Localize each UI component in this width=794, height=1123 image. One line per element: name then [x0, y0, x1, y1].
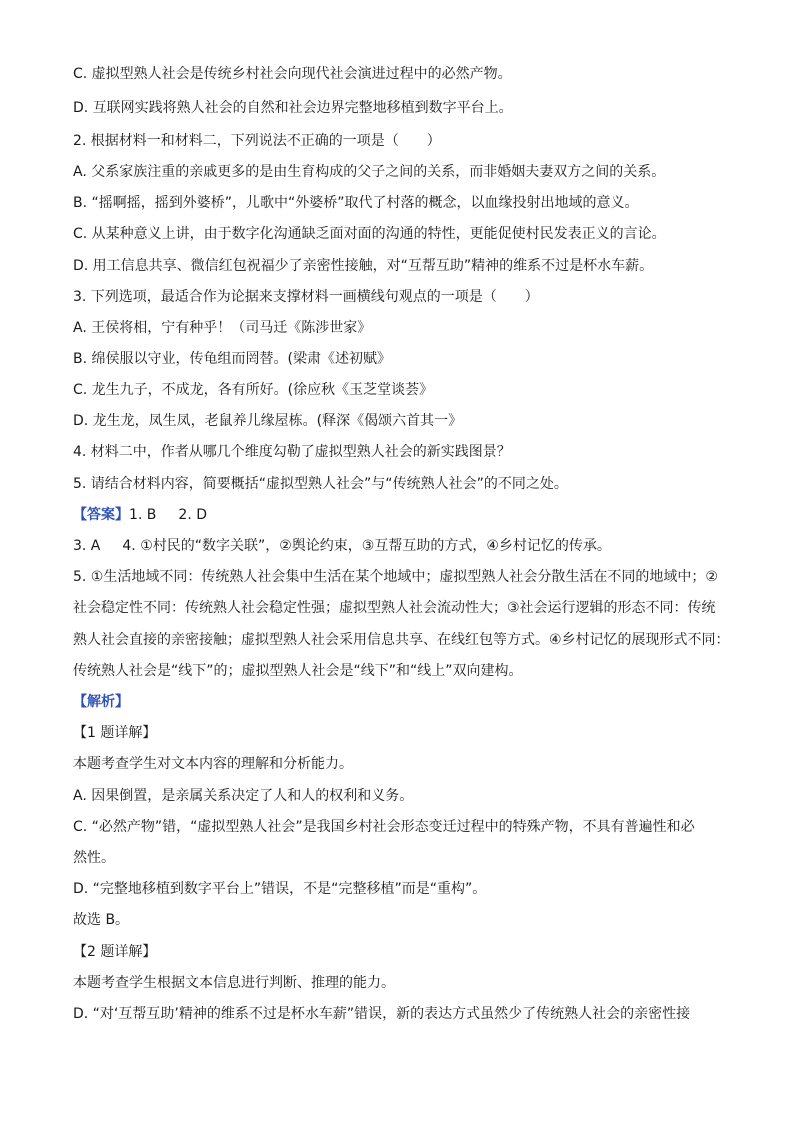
option-d-q3: D. 龙生龙，凤生凤，老鼠养儿缘屋栋。(释深《偈颂六首其一》: [73, 413, 463, 429]
answer-5-line-3: 熟人社会直接的亲密接触；虚拟型熟人社会采用信息共享、在线红包等方式。④乡村记忆的展现形式不同：: [73, 632, 730, 648]
option-a-q3: A. 王侯将相，宁有种乎！（司马迁《陈涉世家》: [73, 320, 372, 336]
option-c-q3: C. 龙生九子，不成龙，各有所好。(徐应秋《玉芝堂谈荟》: [73, 382, 434, 398]
answer-5-line-1: 5. ①生活地域不同：传统熟人社会集中生活在某个地域中；虚拟型熟人社会分散生活在不同的地域中；②: [73, 569, 718, 585]
option-a-q2: A. 父系家族注重的亲戚更多的是由生育构成的父子之间的关系，而非婚姻夫妻双方之间的关系。: [73, 164, 666, 180]
question-4: 4. 材料二中，作者从哪几个维度勾勒了虚拟型熟人社会的新实践图景？: [73, 444, 511, 460]
option-c-q2: C. 从某种意义上讲，由于数字化沟通缺乏面对面的沟通的特性，更能促使村民发表正义的言论。: [73, 226, 666, 242]
answer-line-1: [73, 505, 753, 525]
answer-4: 4. ①村民的“数字关联”，②舆论约束，③互帮互助的方式，④乡村记忆的传承。: [122, 538, 611, 554]
q2-detail-intro: 本题考查学生根据文本信息进行判断、推理的能力。: [73, 975, 395, 991]
option-d-q2: D. 用工信息共享、微信红包祝福少了亲密性接触，对“互帮互助”精神的维系不过是杯水车薪。: [73, 258, 654, 274]
q1-detail-c-1: C. “必然产物”错，“虚拟型熟人社会”是我国乡村社会形态变迁过程中的特殊产物，不具有普遍性和必: [73, 819, 695, 835]
answer-5-line-2: 社会稳定性不同：传统熟人社会稳定性强；虚拟型熟人社会流动性大；③社会运行逻辑的形态不同：传统: [73, 600, 716, 616]
analysis-heading: 【解析】: [73, 694, 129, 710]
q1-detail-heading: 【1 题详解】: [73, 725, 157, 741]
q1-detail-intro: 本题考查学生对文本内容的理解和分析能力。: [73, 756, 353, 772]
answer-1: 1. B: [129, 507, 157, 523]
option-b-q3: B. 绵侯服以守业，传龟组而罔替。(梁肃《述初赋》: [73, 351, 391, 367]
q2-detail-d: D. “对‘互帮互助’精神的维系不过是杯水车薪”错误，新的表达方式虽然少了传统熟人社会的亲密性接: [73, 1006, 691, 1022]
answer-3: 3. A: [73, 538, 101, 554]
q1-detail-d: D. “完整地移植到数字平台上”错误，不是“完整移植”而是“重构”。: [73, 881, 487, 897]
option-b-q2: B. “摇啊摇，摇到外婆桥”，儿歌中“外婆桥”取代了村落的概念，以血缘投射出地域的意义。: [73, 195, 639, 211]
q1-conclusion: 故选 B。: [73, 912, 130, 928]
q1-detail-c-2: 然性。: [73, 850, 115, 866]
question-2: 2. 根据材料一和材料二，下列说法不正确的一项是（ ）: [73, 133, 441, 149]
question-3: 3. 下列选项，最适合作为论据来支撑材料一画横线句观点的一项是（ ）: [73, 289, 539, 305]
question-5: 5. 请结合材料内容，简要概括“虚拟型熟人社会”与“传统熟人社会”的不同之处。: [73, 476, 568, 492]
answer-5-line-4: 传统熟人社会是“线下”的；虚拟型熟人社会是“线下”和“线上”双向建构。: [73, 663, 523, 679]
answer-2: 2. D: [178, 507, 208, 523]
q1-detail-a: A. 因果倒置，是亲属关系决定了人和人的权利和义务。: [73, 788, 414, 804]
option-d-q1: D. 互联网实践将熟人社会的自然和社会边界完整地移植到数字平台上。: [73, 100, 513, 116]
option-c-q1: C. 虚拟型熟人社会是传统乡村社会向现代社会演进过程中的必然产物。: [73, 66, 512, 82]
answer-line-2: [73, 536, 753, 556]
answer-heading: 【答案】: [73, 507, 129, 523]
q2-detail-heading: 【2 题详解】: [73, 944, 157, 960]
